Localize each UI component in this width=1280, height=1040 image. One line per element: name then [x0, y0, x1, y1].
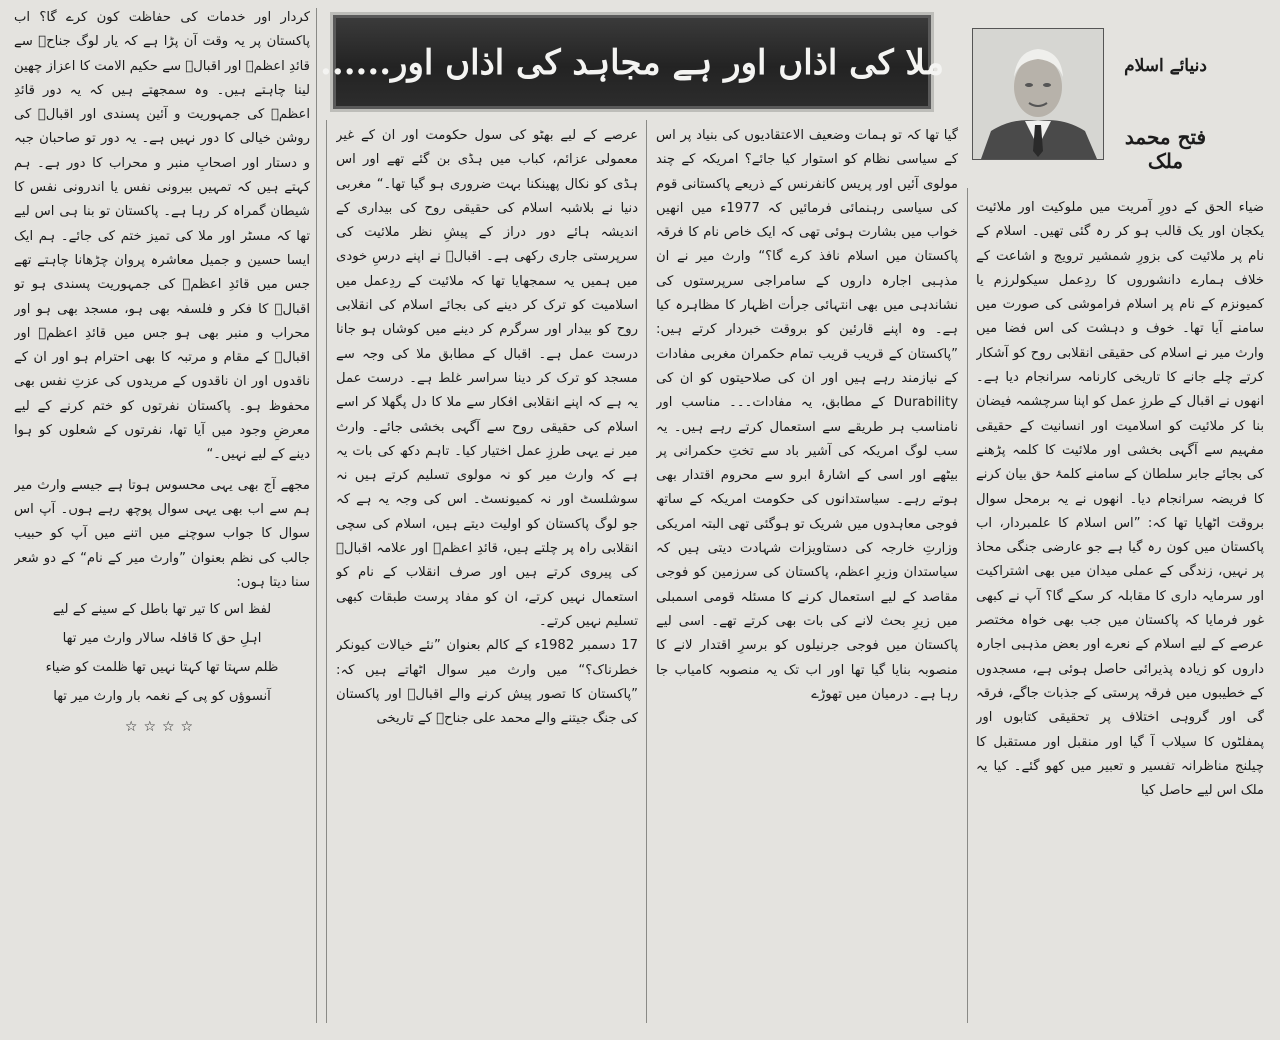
headline: ملا کی اذاں اور ہے مجاہد کی اذاں اور...... — [320, 42, 944, 83]
poem-line: لفظ اس کا تیر تھا باطل کے سینے کے لیے — [52, 602, 272, 618]
author-photo — [972, 28, 1104, 160]
paragraph: عرصے کے لیے بھٹو کی سول حکومت اور ان کے غیر معمولی عزائم، کباب میں ہڈی بن گئے تھے اور اس ہڈی کو نکال پھینکنا بہت ضروری ہو گیا تھا۔“ مغربی دنیا نے بلاشبہ اسلام کی حقیقی روح کی بیداری کے اندیشہ ہائے دور دراز کے پیشِ نظر ملائیت کی سرپرستی جاری رکھی ہے۔ اقبالؒ نے اپنے درسِ خودی میں ہمیں یہ سمجھایا تھا کہ ملائیت کے ردِعمل میں اسلامیت کو ترک کر دینے کی بجائے اسلام کی انقلابی روح کو بیدار اور سرگرم کر دینے میں کوشاں ہو جانا درست عمل ہے۔ اقبال کے مطابق ملا کی وجہ سے مسجد کو ترک کر دینا سراسر غلط ہے۔ درست عمل یہ ہے کہ اپنے انقلابی افکار سے ملا کا دل پگھلا کر اسے اسلام کی حقیقی روح سے آگہی بخشی جائے۔ وارث میر نے یہی طرزِ عمل اختیار کیا۔ تاہم دکھ کی بات یہ ہے کہ وارث میر کو نہ مولوی تسلیم کرتے ہیں نہ سوشلسٹ اور نہ کمیونسٹ۔ اس کی وجہ یہ ہے کہ جو لوگ پاکستان کو اولیت دیتے ہیں، اسلام کی سچی انقلابی راہ پر چلتے ہیں، قائدِ اعظمؒ اور علامہ اقبالؒ کی پیروی کرتے ہیں اور صرف انقلاب کے نام کو استعمال نہیں کرتے، ان کو مفاد پرست طبقات کبھی تسلیم نہیں کرتے۔ — [336, 128, 638, 629]
column-rule — [646, 120, 647, 1023]
author-portrait-icon — [973, 29, 1103, 159]
article-column-1 — [976, 196, 1264, 1028]
poem-line: ظلم سہتا تھا کہتا نہیں تھا ظلمت کو ضیاء — [45, 660, 279, 676]
poem-line: آنسوؤں کو پی کے نغمہ بار وارث میر تھا — [53, 689, 271, 705]
article-column-3 — [336, 124, 638, 1029]
article-column-2 — [656, 124, 958, 1029]
column-rule — [326, 120, 327, 1023]
end-stars: ☆☆☆☆ — [124, 719, 200, 736]
paragraph: ضیاء الحق کے دورِ آمریت میں ملوکیت اور ملائیت یکجان اور یک قالب ہو کر رہ گئی تھیں۔ اسلام کے نام پر ملائیت کی بزورِ شمشیر ترویج و اشاعت کے خلاف ہمارے دانشوروں کا ردِعمل سیکولرزم یا کمیونزم کے نام پر اسلام فراموشی کی صورت میں سامنے آیا تھا۔ خوف و دہشت کی اس فضا میں وارث میر نے اسلام کی حقیقی انقلابی روح کو آشکار کرتے چلے جانے کا تاریخی کارنامہ سرانجام دیا ہے۔ انھوں نے اقبال کے طرزِ عمل کو اپنا سرچشمہ فیضان بنا کر ملائیت کو اسلامیت اور انسانیت کے حقیقی مفہیم سے آگہی بخشی اور ملائیت کا کلمہ پڑھنے کی بجائے جابر سلطان کے سامنے کلمۂ حق بیان کرنے کا فریضہ سرانجام دیا۔ انھوں نے یہ برمحل سوال بروقت اٹھایا تھا کہ: ”اس اسلام کا علمبردار، اب پاکستان میں کون رہ گیا ہے جو عارضی جنگی محاذ پر نہیں، زندگی کے عملی میدان میں بھی اشتراکیت اور سرمایہ داری کا مقابلہ کر سکے گا؟ آپ نے کبھی غور فرمایا کہ پاکستان میں جب بھی خواہ مختصر عرصے کے لیے اسلام کے نعرے اور بعض مذہبی اجارہ داروں کو زیادہ پذیرائی حاصل ہوئی ہے، مسجدوں کے خطیبوں میں فرقہ پرستی کے جذبات جاگے، فرقہ گی اور گروہی اختلاف پر تحقیقی کتابوں اور پمفلٹوں کا سیلاب آ گیا اور منقبل اور مستقبل کا چیلنج مناظرانہ تفسیر و تعبیر میں کھو گئے۔ کیا یہ ملک اس لیے حاصل کیا — [976, 200, 1264, 799]
author-name: فتح محمد ملک — [1124, 125, 1207, 173]
article-column-4 — [14, 6, 310, 1030]
column-rule — [967, 188, 968, 1023]
column-name: دنیائے اسلام — [1124, 56, 1207, 76]
paragraph: 17 دسمبر 1982ء کے کالم بعنوان ”نئے خیالات کیونکر خطرناک؟“ میں وارث میر سوال اٹھاتے ہیں کہ: ”پاکستان کا تصور پیش کرنے والے اقبالؒ اور پاکستان کی جنگ جیتنے والے محمد علی جناحؒ کے تاریخی — [336, 638, 638, 727]
headline-banner — [320, 12, 944, 112]
column-rule — [316, 8, 317, 1023]
paragraph: کردار اور خدمات کی حفاظت کون کرے گا؟ اب پاکستان پر یہ وقت آن پڑا ہے کہ یار لوگ جناحؒ سے قائدِ اعظمؒ اور اقبالؒ سے حکیم الامت کا اعزاز چھین لینا چاہتے ہیں۔ وہ سمجھتے ہیں کہ یہ دور قائدِ اعظمؒ کی جمہوریت و آئین پسندی اور اقبالؒ کی روشن خیالی کا دور نہیں ہے۔ یہ دور تو صاحبان جبہ و دستار اور اصحابِ منبر و محراب کا دور ہے۔ ہم کہتے ہیں کہ تمہیں بیرونی نفس یا اندرونی نفس کا شیطان گمراہ کر رہا ہے۔ پاکستان تو بنا ہی اس لیے تھا کہ مسٹر اور ملا کی تمیز ختم کی جائے۔ ہم ایک ایسا حسین و جمیل معاشرہ پروان چڑھانا چاہتے تھے جس میں قائدِ اعظمؒ کی جمہوریت پسندی ہو تو اقبالؒ کا فکر و فلسفہ بھی ہو، مسجد بھی ہو اور محراب و منبر بھی ہو جس میں قائدِ اعظمؒ اور اقبالؒ کے مقام و مرتبہ کا بھی احترام ہو اور ان کے ناقدوں اور ان ناقدوں کے مریدوں کی عزتِ نفس بھی محفوظ ہو۔ پاکستان نفرتوں کو ختم کرنے کے لیے معرضِ وجود میں آیا تھا، نفرتوں کے شعلوں کو ہوا دینے کے لیے نہیں۔“ — [14, 10, 310, 463]
poem-line: اہلِ حق کا قافلہ سالار وارث میر تھا — [62, 631, 262, 647]
poem — [14, 595, 310, 711]
paragraph: مجھے آج بھی یہی محسوس ہوتا ہے جیسے وارث میر ہم سے اب بھی یہی سوال پوچھ رہے ہوں۔ آپ اس سوال کا جواب سوچنے میں اتنے میں آپ کو حبیب جالب کی نظم بعنوان ”وارث میر کے نام“ کے دو شعر سنا دیتا ہوں: — [14, 477, 310, 590]
paragraph: گیا تھا کہ تو ہمات وضعیف الاعتقادیوں کی بنیاد پر اس کے سیاسی نظام کو استوار کیا جائے؟ امریکہ کے چند مولوی آئیں اور پریس کانفرنس کے ذریعے پاکستانی قوم کی سیاسی رہنمائی فرمائیں کہ 1977ء میں انھیں خواب میں بشارت ہوئی تھی کہ ایک خاص نام کا فرقہ پاکستان میں اسلام نافذ کرے گا؟“ وارث میر نے ان مذہبی اجارہ داروں کے سامراجی سرپرستوں کی نشاندہی میں بھی انتہائی جرأت اظہار کا مظاہرہ کیا ہے۔ وہ اپنے قارئین کو بروقت خبردار کرتے ہیں: ”پاکستان کے قریب قریب تمام حکمران مغربی مفادات کے نیازمند رہے ہیں اور ان کی صلاحیتوں کو ان کی Durability کے مطابق، یہ مفادات۔۔۔ مناسب اور نامناسب ہر طریقے سے استعمال کرتے رہے ہیں۔ یہ سب لوگ امریکہ کی آشیر باد سے تختِ حکمرانی پر بیٹھے اور اسی کے اشارۂ ابرو سے محروم اقتدار بھی ہوتے رہے۔ سیاستدانوں کی حکومت امریکہ کے ساتھ فوجی معاہدوں میں شریک تو ہوگئی تھی البتہ امریکی وزارتِ خارجہ کی دستاویزات شہادت دیتی ہیں کہ سیاستدان وزیرِ اعظم، پاکستان کی سرزمین کو فوجی مقاصد کے لیے استعمال کرنے کا مسئلہ قومی اسمبلی میں زیرِ بحث لانے کی بات بھی کرتے تھے۔ اسی لیے پاکستان میں فوجی جرنیلوں کو برسرِ اقتدار لانے کا منصوبہ بنایا گیا تھا اور اب تک یہ منصوبہ کامیاب جا رہا ہے۔ درمیان میں تھوڑے — [656, 128, 958, 702]
